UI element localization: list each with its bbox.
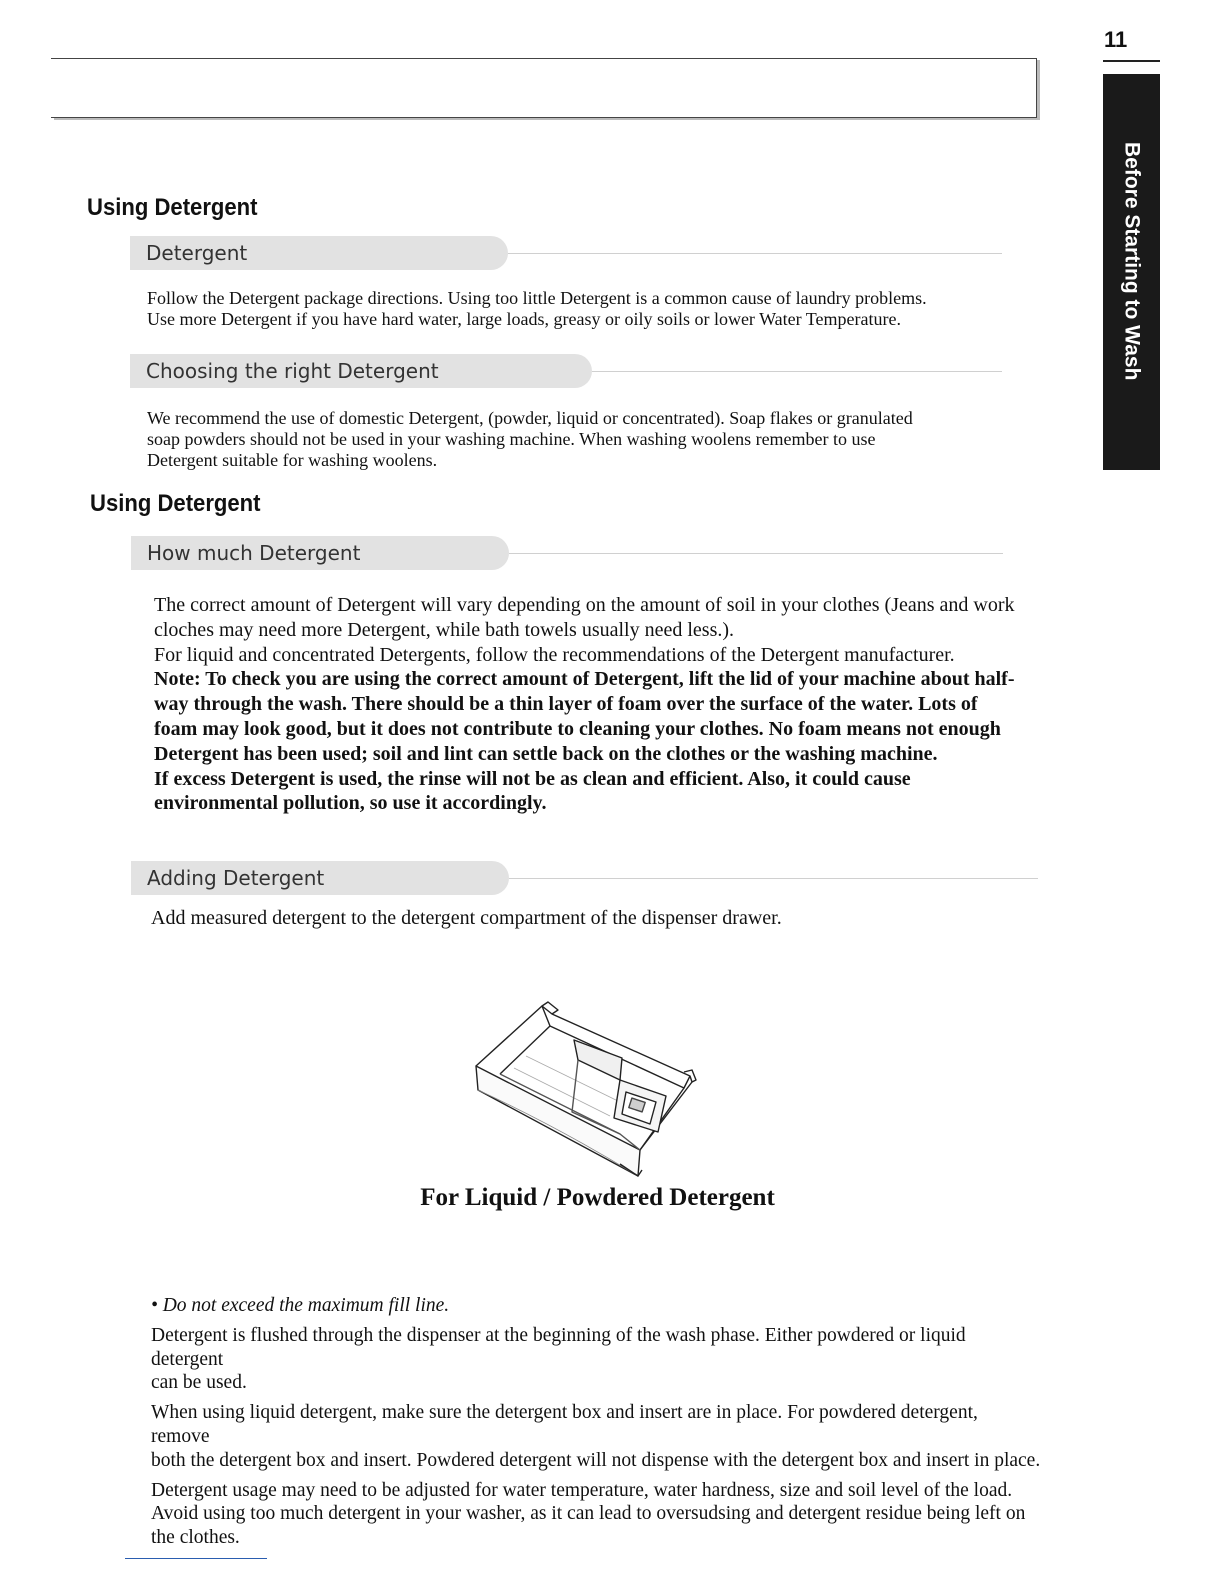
adding-instructions — [151, 1294, 1041, 1550]
adding-text — [151, 906, 1031, 931]
dispenser-drawer-illustration — [470, 1000, 705, 1180]
side-tab-label: Before Starting to Wash — [1120, 142, 1144, 381]
note-line: Detergent has been used; soil and lint can settle back on the clothes or the washing machine. — [154, 742, 938, 765]
side-tab — [1103, 74, 1160, 470]
pill-choosing: Choosing the right Detergent — [130, 354, 592, 388]
note-line: If excess Detergent is used, the rinse will not be as clean and efficient. Also, it could cause — [154, 767, 911, 790]
paragraph — [151, 1401, 1041, 1472]
text-line: Follow the Detergent package directions. Using too little Detergent is a common cause of laundry problems. — [147, 288, 927, 308]
text-line: Use more Detergent if you have hard water, large loads, greasy or oily soils or lower Water Temperature. — [147, 309, 901, 329]
pill-rule — [509, 878, 1038, 879]
paragraph — [151, 1479, 1041, 1550]
pill-rule — [509, 553, 1003, 554]
text-line: can be used. — [151, 1372, 247, 1394]
text-line: We recommend the use of domestic Detergent, (powder, liquid or concentrated). Soap flakes or granulated — [147, 408, 913, 428]
header-box — [51, 58, 1037, 118]
text-line: cloches may need more Detergent, while bath towels usually need less.). — [154, 618, 735, 641]
figure-caption: For Liquid / Powdered Detergent — [420, 1184, 775, 1211]
how-much-text — [154, 593, 1034, 816]
note-line: environmental pollution, so use it accordingly. — [154, 792, 547, 815]
pill-rule — [508, 253, 1002, 254]
pill-rule — [592, 371, 1002, 372]
pill-adding: Adding Detergent — [131, 861, 509, 895]
text-line: For liquid and concentrated Detergents, follow the recommendations of the Detergent manufacturer. — [154, 643, 955, 666]
text-line: Detergent usage may need to be adjusted for water temperature, water hardness, size and soil level of the load. — [151, 1479, 1013, 1501]
text-line: Detergent is flushed through the dispenser at the beginning of the wash phase. Either powdered or liquid detergent — [151, 1324, 966, 1370]
section-title-2: Using Detergent — [90, 490, 261, 517]
text-line: The correct amount of Detergent will vary depending on the amount of soil in your clothes (Jeans and work — [154, 594, 1015, 616]
note-line: foam may look good, but it does not contribute to cleaning your clothes. No foam means not enough — [154, 717, 1001, 740]
bullet-note: • Do not exceed the maximum fill line. — [151, 1295, 450, 1316]
pill-detergent: Detergent — [130, 236, 508, 270]
note-line: Note: To check you are using the correct amount of Detergent, lift the lid of your machine about half- — [154, 668, 1015, 691]
text-line: Avoid using too much detergent in your washer, as it can lead to oversudsing and detergent residue being left on — [151, 1503, 1026, 1525]
pill-how-much: How much Detergent — [131, 536, 509, 570]
page-number: 11 — [1104, 27, 1128, 52]
detergent-text — [147, 288, 1047, 330]
text-line: Add measured detergent to the detergent compartment of the dispenser drawer. — [151, 907, 782, 929]
text-line: When using liquid detergent, make sure the detergent box and insert are in place. For powdered detergent, remove — [151, 1402, 978, 1447]
page-number-rule — [1103, 60, 1160, 62]
choosing-text — [147, 408, 1047, 471]
note-line: way through the wash. There should be a thin layer of foam over the surface of the water. Lots of — [154, 693, 978, 716]
text-line: the clothes. — [151, 1527, 240, 1549]
text-line: soap powders should not be used in your washing machine. When washing woolens remember to use — [147, 429, 876, 449]
text-line: both the detergent box and insert. Powdered detergent will not dispense with the detergent box and insert in place. — [151, 1449, 1041, 1471]
section-title-1: Using Detergent — [87, 194, 258, 221]
text-line: Detergent suitable for washing woolens. — [147, 450, 438, 470]
footer-rule — [125, 1558, 267, 1559]
paragraph — [151, 1324, 1041, 1395]
